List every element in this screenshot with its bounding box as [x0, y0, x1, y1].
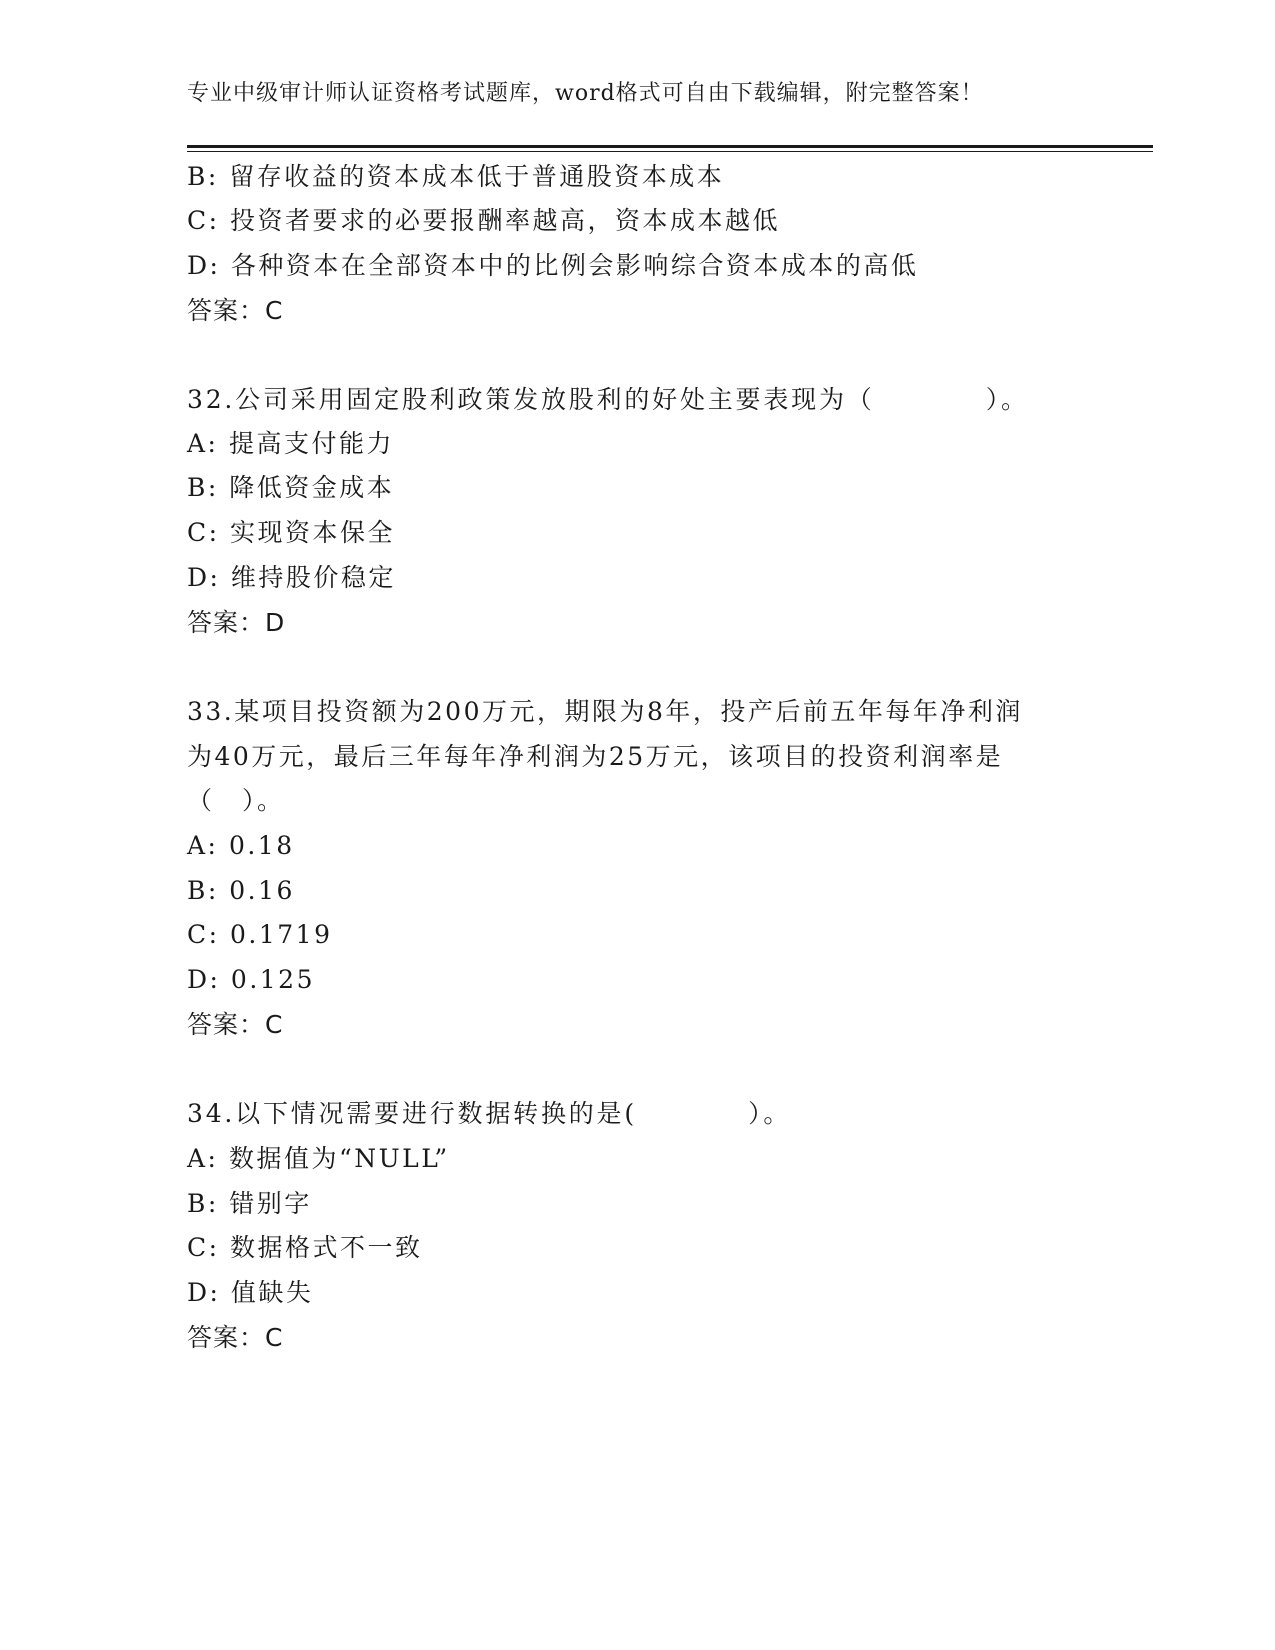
option-label: B:: [187, 876, 219, 905]
q33-answer: 答案：C: [187, 1010, 284, 1039]
q31-option-c: [187, 204, 780, 238]
option-text: 各种资本在全部资本中的比例会影响综合资本成本的高低: [230, 251, 919, 280]
q33-stem-line-3: （ ）。: [187, 786, 285, 815]
option-text: 0.125: [230, 965, 315, 994]
option-label: D:: [187, 251, 221, 280]
page-header: 专业中级审计师认证资格考试题库，word格式可自由下载编辑，附完整答案！: [187, 81, 984, 106]
option-text: 提高支付能力: [228, 429, 394, 458]
q31-option-d: [187, 249, 918, 283]
option-text: 值缺失: [230, 1278, 314, 1307]
option-text: 投资者要求的必要报酬率越高，资本成本越低: [230, 206, 781, 235]
q32-answer: 答案：D: [187, 608, 286, 637]
option-label: C:: [187, 518, 220, 547]
q34-option-a: [187, 1142, 450, 1176]
q34-option-d: [187, 1276, 313, 1310]
q33-option-b: [187, 874, 295, 908]
q32-stem: 32.公司采用固定股利政策发放股利的好处主要表现为（ ）。: [187, 385, 1029, 414]
q32-option-d: [187, 561, 396, 595]
option-text: 降低资金成本: [229, 473, 395, 502]
q32-option-c: [187, 516, 395, 550]
q34-stem: 34.以下情况需要进行数据转换的是( ）。: [187, 1099, 792, 1128]
option-text: 错别字: [229, 1189, 312, 1218]
option-text: 实现资本保全: [230, 518, 396, 547]
option-label: A:: [187, 1144, 219, 1173]
option-label: A:: [187, 429, 219, 458]
q33-stem-line-2: 为40万元，最后三年每年净利润为25万元，该项目的投资利润率是: [187, 742, 1004, 771]
option-text: 0.16: [229, 876, 295, 905]
q33-option-a: [187, 829, 295, 863]
option-label: C:: [187, 920, 220, 949]
option-text: 维持股价稳定: [230, 563, 396, 592]
option-text: 留存收益的资本成本低于普通股资本成本: [229, 162, 725, 191]
option-label: C:: [187, 1233, 220, 1262]
q31-answer: 答案：C: [187, 296, 284, 325]
option-label: D:: [187, 563, 221, 592]
q34-option-c: [187, 1231, 423, 1265]
q32-option-b: [187, 471, 394, 505]
option-text: 数据值为“NULL”: [228, 1144, 450, 1173]
option-label: B:: [187, 1189, 219, 1218]
header-divider-thick: [187, 145, 1153, 148]
q33-stem-line-1: 33.某项目投资额为200万元，期限为8年，投产后前五年每年净利润: [187, 697, 1023, 726]
q31-option-b: [187, 160, 724, 194]
q34-option-b: [187, 1187, 312, 1221]
q33-option-c: [187, 918, 333, 952]
option-label: B:: [187, 162, 219, 191]
q34-answer: 答案：C: [187, 1323, 284, 1352]
option-label: D:: [187, 1278, 221, 1307]
option-text: 0.18: [228, 831, 295, 860]
q32-option-a: [187, 427, 394, 461]
option-text: 数据格式不一致: [230, 1233, 423, 1262]
option-text: 0.1719: [230, 920, 333, 949]
option-label: D:: [187, 965, 221, 994]
header-divider-thin: [187, 151, 1153, 152]
option-label: C:: [187, 206, 220, 235]
q33-option-d: [187, 963, 315, 997]
option-label: A:: [187, 831, 219, 860]
option-label: B:: [187, 473, 219, 502]
